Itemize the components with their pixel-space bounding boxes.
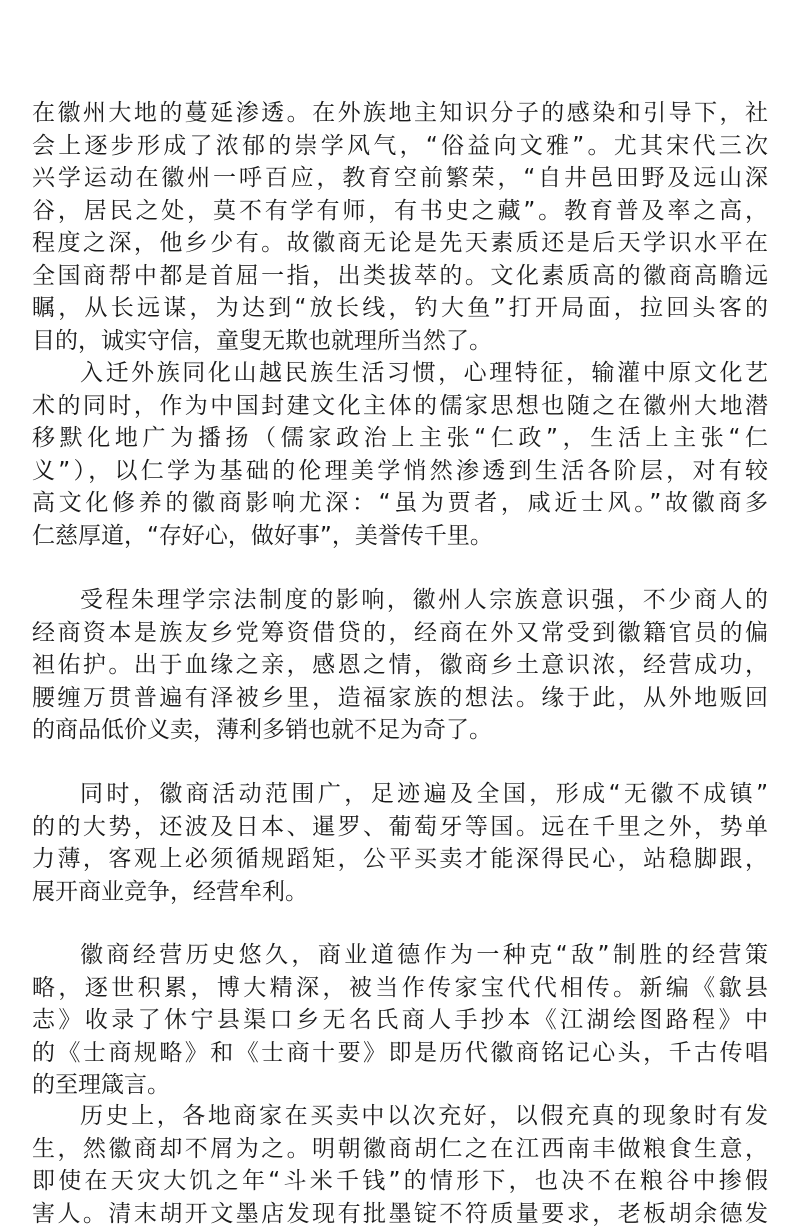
- paragraph: [32, 1101, 768, 1231]
- text-line: 即使在天灾大饥之年“斗米千钱”的情形下，也决不在粮谷中掺假: [32, 1168, 768, 1194]
- text-line: 受程朱理学宗法制度的影响，徽州人宗族意识强，不少商人的: [80, 587, 768, 613]
- text-line: 生，然徽商却不屑为之。明朝徽商胡仁之在江西南丰做粮食生意，: [32, 1135, 768, 1162]
- text-line: 谷，居民之处，莫不有学有师，有书史之藏”。教育普及率之高，: [32, 197, 768, 224]
- text-line: 仁慈厚道，“存好心，做好事”，美誉传千里。: [32, 522, 493, 549]
- text-line: 会上逐步形成了浓郁的崇学风气，“俗益向文雅”。尤其宋代三次: [32, 132, 768, 159]
- paragraph: [32, 98, 768, 358]
- paragraph: [32, 585, 768, 748]
- text-line: 移默化地广为播扬（儒家政治上主张“仁政”，生活上主张“仁: [32, 425, 768, 451]
- text-line: 高文化修养的徽商影响尤深：“虽为贾者，咸近士风。”故徽商多: [32, 490, 768, 516]
- text-line: 兴学运动在徽州一呼百应，教育空前繁荣，“自井邑田野及远山深: [32, 165, 768, 191]
- paragraph: [32, 940, 768, 1103]
- paragraph: [32, 779, 768, 909]
- text-line: 瞩，从长远谋，为达到“放长线，钓大鱼”打开局面，拉回头客的: [32, 295, 768, 321]
- text-line: 入迁外族同化山越民族生活习惯，心理特征，输灌中原文化艺: [80, 360, 768, 386]
- text-line: 的的大势，还波及日本、暹罗、葡萄牙等国。远在千里之外，势单: [32, 813, 768, 840]
- text-line: 的至理箴言。: [32, 1072, 170, 1098]
- text-line: 力薄，客观上必须循规蹈矩，公平买卖才能深得民心，站稳脚跟，: [32, 846, 768, 872]
- text-line: 害人。清末胡开文墨店发现有批墨锭不符质量要求，老板胡余德发: [32, 1200, 768, 1227]
- text-line: 程度之深，他乡少有。故徽商无论是先天素质还是后天学识水平在: [32, 230, 768, 256]
- text-line: 在徽州大地的蔓延渗透。在外族地主知识分子的感染和引导下，社: [32, 100, 768, 126]
- text-line: 展开商业竞争，经营牟利。: [32, 878, 308, 905]
- text-line: 志》收录了休宁县渠口乡无名氏商人手抄本《江湖绘图路程》中: [32, 1007, 768, 1033]
- text-line: 的《士商规略》和《士商十要》即是历代徽商铭记心头，千古传唱: [32, 1039, 768, 1066]
- text-line: 经商资本是族友乡党筹资借贷的，经商在外又常受到徽籍官员的偏: [32, 619, 768, 646]
- text-line: 目的，诚实守信，童叟无欺也就理所当然了。: [32, 327, 492, 354]
- text-line: 略，逐世积累，博大精深，被当作传家宝代代相传。新编《歙县: [32, 974, 768, 1001]
- text-line: 义”），以仁学为基础的伦理美学悄然渗透到生活各阶层，对有较: [32, 457, 768, 484]
- text-line: 同时，徽商活动范围广，足迹遍及全国，形成“无徽不成镇”: [80, 781, 768, 807]
- paragraph: [32, 358, 768, 553]
- text-line: 腰缠万贯普遍有泽被乡里，造福家族的想法。缘于此，从外地贩回: [32, 684, 768, 711]
- text-line: 袒佑护。出于血缘之亲，感恩之情，徽商乡土意识浓，经营成功，: [32, 652, 768, 678]
- text-line: 的商品低价义卖，薄利多销也就不足为奇了。: [32, 717, 492, 743]
- text-line: 全国商帮中都是首屈一指，出类拔萃的。文化素质高的徽商高瞻远: [32, 262, 768, 289]
- text-line: 徽商经营历史悠久，商业道德作为一种克“敌”制胜的经营策: [80, 942, 768, 968]
- text-line: 历史上，各地商家在买卖中以次充好，以假充真的现象时有发: [80, 1103, 768, 1129]
- text-line: 术的同时，作为中国封建文化主体的儒家思想也随之在徽州大地潜: [32, 392, 768, 419]
